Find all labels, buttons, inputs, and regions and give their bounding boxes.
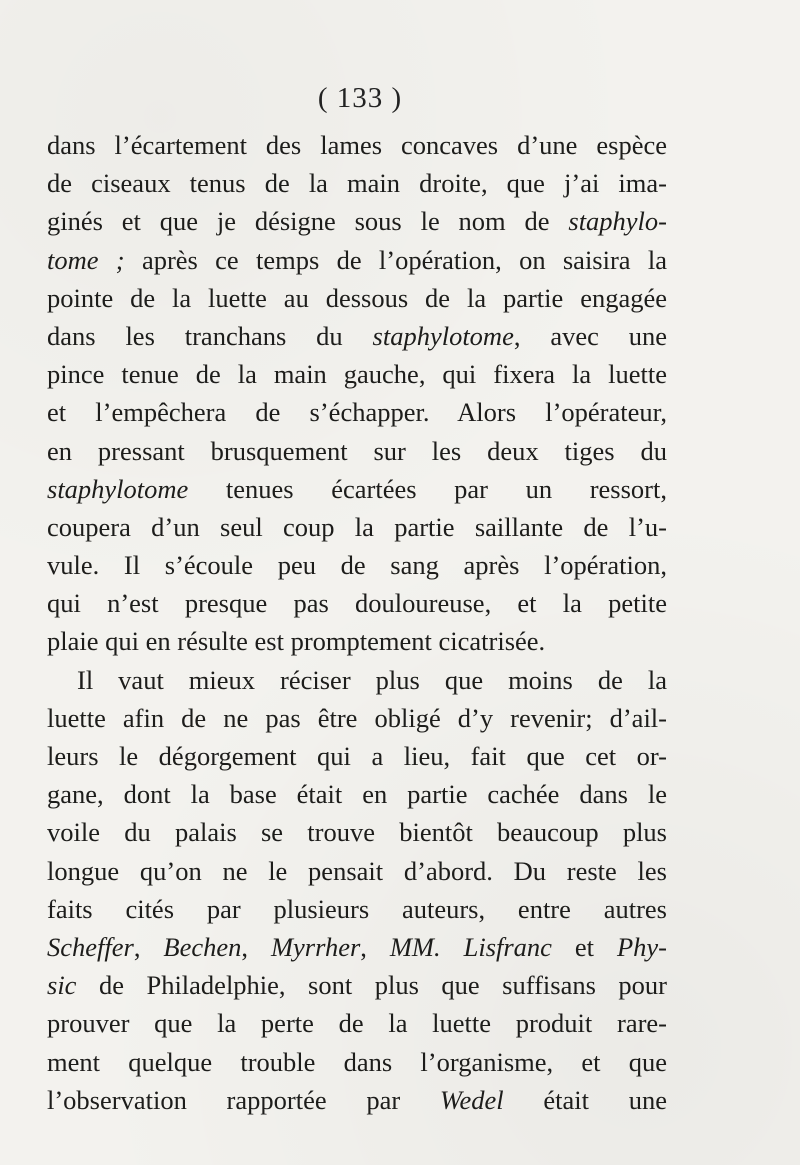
text-line: et l’empêchera de s’échapper. Alors l’opérateur, bbox=[47, 397, 667, 428]
text-line: dans les tranchans du staphylotome, avec une bbox=[47, 320, 667, 351]
text-line: qui n’est presque pas douloureuse, et la petite bbox=[47, 588, 667, 619]
text-line: dans l’écartement des lames concaves d’une espèce bbox=[47, 130, 667, 160]
page-number: ( 133 ) bbox=[317, 82, 403, 114]
text-line: ment quelque trouble dans l’organisme, et que bbox=[47, 1046, 667, 1077]
text-line: pince tenue de la main gauche, qui fixera la luette bbox=[47, 359, 667, 390]
text-line: en pressant brusquement sur les deux tiges du bbox=[47, 435, 667, 466]
text-line: coupera d’un seul coup la partie saillante de l’u- bbox=[47, 511, 667, 542]
paragraph-start-line: Il vaut mieux réciser plus que moins de la bbox=[77, 664, 667, 695]
text-line: sic de Philadelphie, sont plus que suffisans pour bbox=[47, 970, 667, 1001]
text-line: ginés et que je désigne sous le nom de staphylo- bbox=[47, 206, 667, 237]
text-line: pointe de la luette au dessous de la partie engagée bbox=[47, 282, 667, 313]
text-line: faits cités par plusieurs auteurs, entre autres bbox=[47, 893, 667, 924]
body-text bbox=[47, 126, 667, 1119]
text-line: plaie qui en résulte est promptement cicatrisée. bbox=[47, 626, 546, 657]
text-line: vule. Il s’écoule peu de sang après l’opération, bbox=[47, 550, 667, 581]
text-line: leurs le dégorgement qui a lieu, fait que cet or- bbox=[47, 741, 667, 771]
text-line: voile du palais se trouve bientôt beaucoup plus bbox=[47, 817, 667, 848]
text-line: l’observation rapportée par Wedel était une bbox=[47, 1084, 667, 1115]
text-line: luette afin de ne pas être obligé d’y revenir; d’ail- bbox=[47, 702, 667, 733]
text-line: staphylotome tenues écartées par un ressort, bbox=[47, 473, 667, 504]
text-line: tome ; après ce temps de l’opération, on saisira la bbox=[47, 244, 667, 275]
text-line: Scheffer, Bechen, Myrrher, MM. Lisfranc et Phy- bbox=[47, 931, 667, 962]
text-line: gane, dont la base était en partie cachée dans le bbox=[47, 779, 667, 810]
text-line: longue qu’on ne le pensait d’abord. Du reste les bbox=[47, 855, 667, 886]
text-line: de ciseaux tenus de la main droite, que j’ai ima- bbox=[47, 168, 667, 199]
text-line: prouver que la perte de la luette produit rare- bbox=[47, 1008, 667, 1039]
